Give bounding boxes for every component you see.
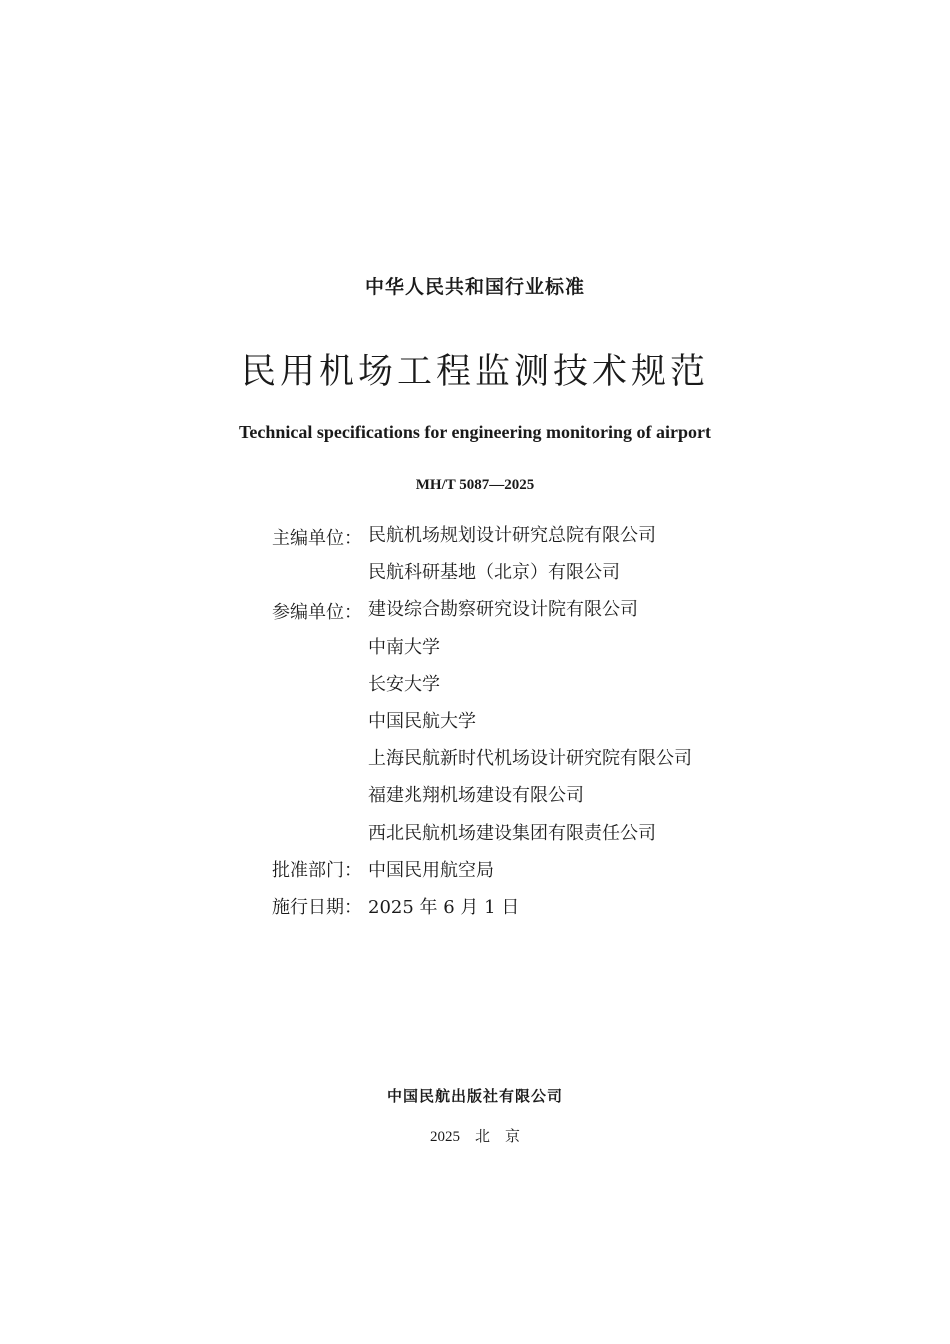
- participant-item: 中南大学: [368, 636, 440, 658]
- effective-date-value: 2025 年 6 月 1 日: [368, 896, 520, 918]
- standard-series-heading: 中华人民共和国行业标准: [364, 276, 585, 298]
- info-block: [272, 524, 692, 933]
- publication-year-place: 2025 北 京: [429, 1129, 520, 1145]
- approval-label: 批准部门：: [272, 859, 362, 881]
- chief-editor-item: 民航机场规划设计研究总院有限公司: [368, 525, 656, 546]
- participant-item: 建设综合勘察研究设计院有限公司: [368, 599, 638, 621]
- chief-editor-label: 主编单位：: [272, 528, 362, 549]
- document-title-chinese: 民用机场工程监测技术规范: [240, 352, 709, 392]
- participant-item: 西北民航机场建设集团有限责任公司: [368, 822, 656, 844]
- chief-editor-list: [368, 524, 656, 598]
- approval-value: 中国民用航空局: [368, 859, 494, 881]
- approval-row: [272, 859, 692, 896]
- publisher-name: 中国民航出版社有限公司: [386, 1087, 563, 1105]
- chief-editor-item: 民航科研基地（北京）有限公司: [368, 562, 620, 584]
- chief-editor-group: [272, 524, 692, 598]
- participant-item: 中国民航大学: [368, 710, 476, 732]
- participant-item: 上海民航新时代机场设计研究院有限公司: [368, 748, 692, 770]
- standard-code: MH/T 5087—2025: [415, 477, 535, 493]
- participants-label: 参编单位：: [272, 602, 362, 624]
- participant-item: 福建兆翔机场建设有限公司: [368, 785, 584, 807]
- document-title-english: Technical specifications for engineering monitoring of airport: [239, 422, 711, 442]
- participants-group: [272, 598, 692, 858]
- participant-item: 长安大学: [368, 673, 440, 695]
- effective-date-row: [272, 896, 692, 933]
- effective-date-label: 施行日期：: [272, 896, 362, 918]
- participants-list: [368, 598, 692, 858]
